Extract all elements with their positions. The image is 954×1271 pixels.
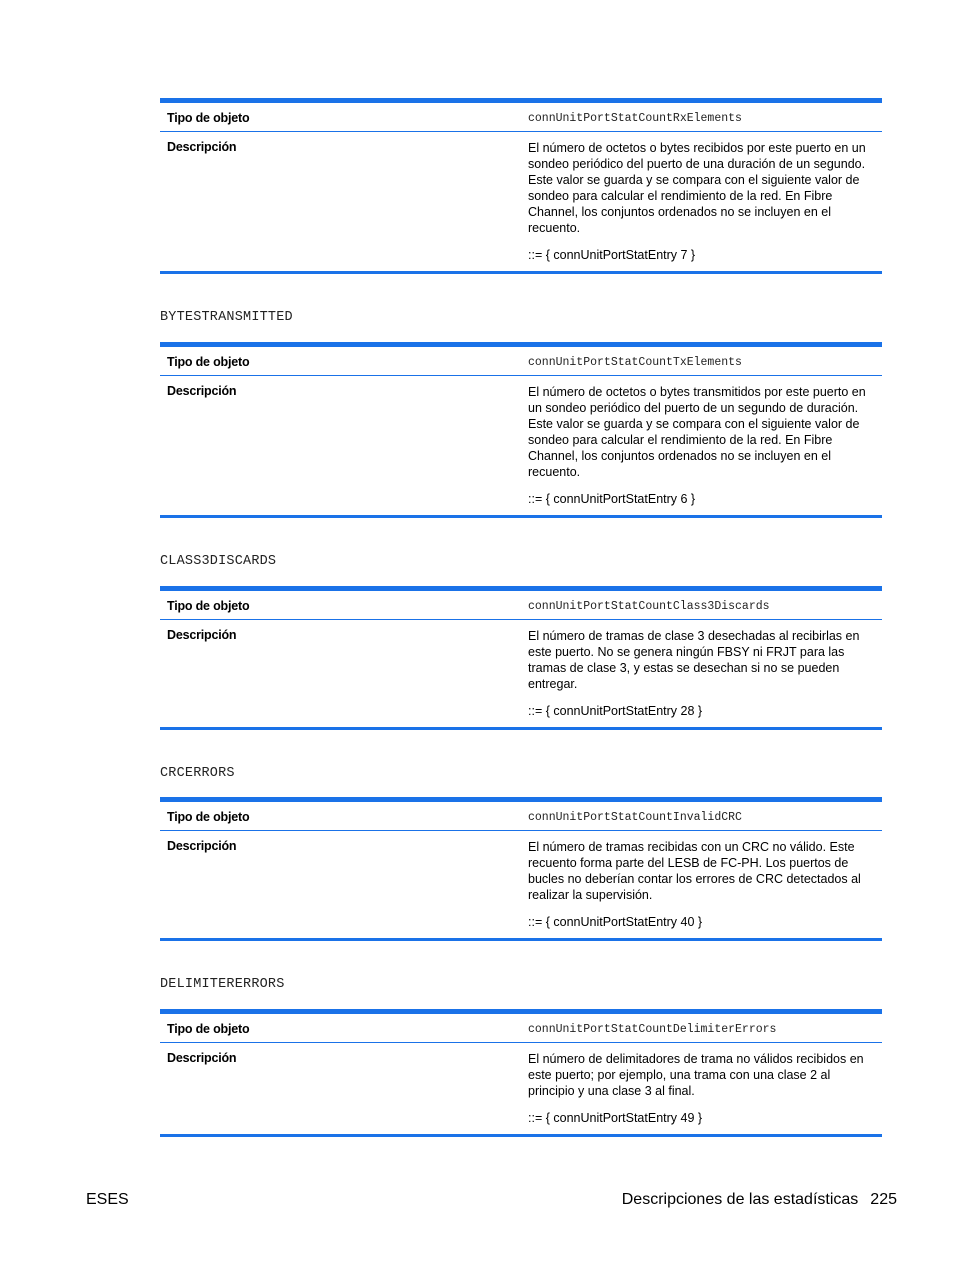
- description-label: Descripción: [167, 384, 237, 398]
- entry-text: ::= { connUnitPortStatEntry 7 }: [528, 248, 696, 262]
- description-text: El número de tramas de clase 3 desechadas al recibirlas en este puerto. No se genera ningún FBSY ni FRJT para las tramas de clase 3, y estas se desechan si no se pueden entregar.: [528, 629, 860, 691]
- object-type-label: Tipo de objeto: [167, 355, 250, 369]
- description-label: Descripción: [167, 140, 237, 154]
- description-label: Descripción: [167, 628, 237, 642]
- object-type-value: connUnitPortStatCountTxElements: [528, 356, 742, 369]
- object-type-value: connUnitPortStatCountInvalidCRC: [528, 811, 742, 824]
- entry-text: ::= { connUnitPortStatEntry 49 }: [528, 1111, 703, 1125]
- description-cell: [521, 839, 882, 930]
- page-number: 225: [870, 1191, 897, 1208]
- object-type-row: [160, 591, 882, 620]
- object-table-invalid-crc: [160, 797, 882, 941]
- object-type-label: Tipo de objeto: [167, 810, 250, 824]
- object-type-value: connUnitPortStatCountDelimiterErrors: [528, 1023, 777, 1036]
- footer-locale: ESES: [86, 1191, 129, 1208]
- object-type-value: connUnitPortStatCountClass3Discards: [528, 600, 770, 613]
- footer-section-title: Descripciones de las estadísticas: [621, 1191, 859, 1208]
- section-heading-class3discards: CLASS3DISCARDS: [160, 554, 277, 569]
- object-type-row: [160, 1014, 882, 1043]
- description-text: El número de delimitadores de trama no válidos recibidos en este puerto; por ejemplo, una trama con una clase 2 al principio y una clase 3 al final.: [528, 1052, 864, 1098]
- object-type-row: [160, 802, 882, 831]
- description-cell: [521, 384, 882, 507]
- object-table-delimiter-errors: [160, 1009, 882, 1137]
- description-row: [160, 376, 882, 515]
- object-table-class3-discards: [160, 586, 882, 730]
- entry-text: ::= { connUnitPortStatEntry 40 }: [528, 915, 703, 929]
- object-table-rx-elements: [160, 98, 882, 274]
- description-row: [160, 132, 882, 271]
- object-type-label: Tipo de objeto: [167, 599, 250, 613]
- description-cell: [521, 628, 882, 719]
- description-text: El número de octetos o bytes transmitidos por este puerto en un sondeo periódico del puerto de un segundo de duración. Este valor se guarda y se compara con el siguiente valor de sondeo para calcular el rendimiento de la red. En Fibre Channel, los conjuntos ordenados no se incluyen en el recuento.: [528, 385, 866, 479]
- object-type-label: Tipo de objeto: [167, 111, 250, 125]
- description-row: [160, 620, 882, 727]
- entry-text: ::= { connUnitPortStatEntry 6 }: [528, 492, 696, 506]
- section-heading-crcerrors: CRCERRORS: [160, 766, 235, 781]
- description-row: [160, 1043, 882, 1134]
- object-type-row: [160, 103, 882, 132]
- description-label: Descripción: [167, 839, 237, 853]
- description-text: El número de tramas recibidas con un CRC no válido. Este recuento forma parte del LESB de FC-PH. Los puertos de bucles no deberían contar los errores de CRC detectados al realizar la supervisión.: [528, 840, 861, 902]
- entry-text: ::= { connUnitPortStatEntry 28 }: [528, 704, 703, 718]
- section-heading-bytestransmitted: BYTESTRANSMITTED: [160, 310, 293, 325]
- description-label: Descripción: [167, 1051, 237, 1065]
- description-text: El número de octetos o bytes recibidos por este puerto en un sondeo periódico del puerto de una duración de un segundo. Este valor se guarda y se compara con el siguiente valor de sondeo para calcular el rendimiento de la red. En Fibre Channel, los conjuntos ordenados no se incluyen en el recuento.: [528, 141, 866, 235]
- object-type-row: [160, 347, 882, 376]
- description-cell: [521, 1051, 882, 1126]
- section-heading-delimitererrors: DELIMITERERRORS: [160, 977, 285, 992]
- object-type-label: Tipo de objeto: [167, 1022, 250, 1036]
- description-row: [160, 831, 882, 938]
- object-table-tx-elements: [160, 342, 882, 518]
- description-cell: [521, 140, 882, 263]
- footer-right: [622, 1191, 897, 1209]
- object-type-value: connUnitPortStatCountRxElements: [528, 112, 742, 125]
